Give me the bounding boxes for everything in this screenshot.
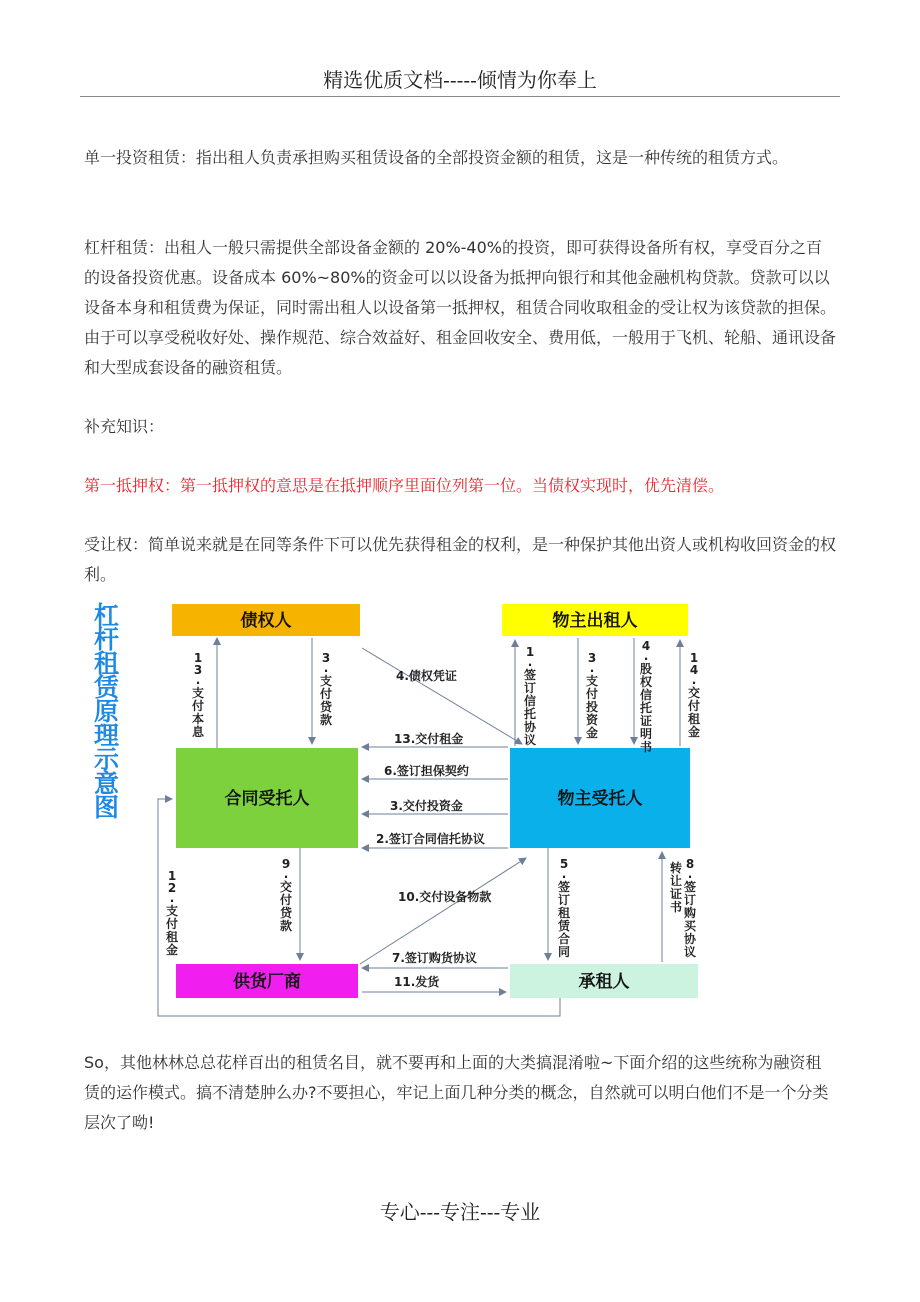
label-char: 协 [683, 932, 697, 946]
label-4-creditor-cert: 4.债权凭证 [396, 669, 457, 683]
label-char: 转 [669, 861, 683, 875]
paragraph-leveraged-lease: 杠杆租赁：出租人一般只需提供全部设备金额的 20%-40%的投资，即可获得设备所有权，享受百分之百的设备投资优惠。设备成本 60%~80%的资金可以以设备为抵押向银行和其他金融机构贷款。贷款可以以设备本身和租赁费为保证，同时需出租人以设备第一抵押权，租赁合同收取租金的受让权为该贷款的担保。由于可以享受税收好处、操作规范、综合效益好、租金回收安全、费用低，一般用于飞机、轮船、通讯设备和大型成套设备的融资租赁。 [84, 238, 837, 377]
label-char: . [643, 649, 649, 663]
label-char: 订 [683, 893, 697, 907]
page-footer: 专心---专注---专业 [379, 1200, 541, 1224]
label-char: 合 [557, 932, 571, 946]
label-char: 1 [167, 869, 177, 883]
title-char: 理 [94, 721, 120, 750]
label-char: 托 [639, 701, 653, 715]
label-char: 2 [167, 881, 177, 895]
label-char: 付 [165, 917, 179, 931]
label-char: . [561, 867, 567, 881]
paragraph-supplement-heading: 补充知识： [84, 417, 165, 436]
label-char: 付 [687, 699, 701, 713]
label-11-ship: 11.发货 [394, 975, 440, 989]
label-7-purchase: 7.签订购货协议 [392, 951, 477, 965]
label-2-contract: 2.签订合同信托协议 [376, 832, 485, 846]
label-13-principal [192, 651, 205, 739]
label-char: 证 [669, 887, 683, 901]
label-char: 租 [557, 906, 571, 920]
label-char: 权 [639, 675, 653, 689]
label-char: 支 [319, 674, 333, 688]
label-char: 订 [523, 681, 537, 695]
label-3-invest-v [586, 651, 599, 740]
box-contract-trustee-label: 合同受托人 [224, 789, 310, 809]
label-char: 让 [669, 874, 683, 888]
label-char: 4 [689, 663, 699, 677]
header-divider [80, 96, 840, 97]
label-char: 书 [669, 900, 683, 914]
arrow-10-payment [360, 858, 526, 964]
label-char: 证 [639, 714, 653, 728]
label-char: 息 [191, 725, 205, 739]
label-char: 1 [193, 651, 203, 665]
label-char: 协 [523, 720, 537, 734]
label-14-rent [688, 651, 701, 739]
label-char: 贷 [279, 906, 293, 920]
label-char: 8 [685, 857, 695, 871]
label-3-invest-h: 3.交付投资金 [390, 799, 463, 813]
label-5-lease [557, 857, 571, 959]
label-char: 签 [557, 880, 571, 894]
label-6-guarantee: 6.签订担保契约 [384, 764, 469, 778]
label-char: . [527, 655, 533, 669]
label-char: 托 [523, 707, 537, 721]
label-char: 4 [641, 639, 651, 653]
label-char: 租 [165, 930, 179, 944]
page-header: 精选优质文档-----倾情为你奉上 [323, 68, 597, 92]
label-char: 本 [191, 712, 205, 726]
label-char: 议 [523, 733, 537, 747]
box-supplier-label: 供货厂商 [233, 972, 301, 992]
paragraph-first-mortgage: 第一抵押权：第一抵押权的意思是在抵押顺序里面位列第一位。当债权实现时，优先清偿。 [84, 476, 725, 495]
label-char: 明 [639, 727, 653, 741]
label-10-payment: 10.交付设备物款 [398, 890, 492, 904]
label-8-transfer [670, 860, 682, 914]
label-char: 同 [557, 945, 571, 959]
label-char: 信 [523, 694, 537, 708]
label-char: 股 [639, 662, 653, 676]
paragraph-assignee-right: 受让权：简单说来就是在同等条件下可以优先获得租金的权利，是一种保护其他出资人或机构收回资金的权利。 [84, 535, 837, 584]
label-char: 9 [281, 857, 291, 871]
title-char: 示 [94, 745, 120, 774]
diagram-title [94, 601, 121, 822]
label-char: 贷 [319, 700, 333, 714]
label-char: . [323, 661, 329, 675]
label-char: . [195, 673, 201, 687]
label-char: 议 [683, 945, 697, 959]
label-char: 支 [585, 674, 599, 688]
title-char: 意 [94, 769, 120, 798]
title-char: 杠 [94, 601, 120, 630]
label-char: 款 [319, 713, 333, 727]
label-char: 买 [683, 919, 697, 933]
label-char: 5 [559, 857, 569, 871]
label-char: 投 [585, 700, 599, 714]
leveraged-lease-diagram [90, 596, 720, 1026]
label-char: 付 [319, 687, 333, 701]
label-char: 3 [321, 651, 331, 665]
label-char: 签 [683, 880, 697, 894]
label-char: 交 [279, 880, 293, 894]
label-char: . [589, 661, 595, 675]
label-char: . [687, 867, 693, 881]
arrow-4-creditor-cert [362, 648, 522, 744]
label-3-loan [320, 651, 333, 727]
label-char: 付 [279, 893, 293, 907]
label-char: 1 [689, 651, 699, 665]
label-4-equity [639, 639, 653, 754]
label-char: 赁 [557, 919, 571, 933]
label-char: 金 [585, 726, 599, 740]
box-lessee-label: 承租人 [578, 972, 630, 992]
label-char: 订 [557, 893, 571, 907]
label-char: 交 [687, 686, 701, 700]
label-char: 支 [191, 686, 205, 700]
label-char: 信 [639, 688, 653, 702]
label-8-purchase [683, 857, 697, 959]
paragraph-single-investment-lease: 单一投资租赁：指出租人负责承担购买租赁设备的全部投资金额的租赁，这是一种传统的租赁方式。 [84, 148, 789, 167]
label-char: 付 [585, 687, 599, 701]
box-owner-trustee-label: 物主受托人 [557, 789, 643, 809]
title-char: 原 [94, 697, 120, 726]
paragraph-so-summary: So，其他林林总总花样百出的租赁名目，就不要再和上面的大类搞混淆啦~下面介绍的这些统称为融资租赁的运作模式。搞不清楚肿么办?不要担心，牢记上面几种分类的概念，自然就可以明白他们不是一个分类层次了呦! [84, 1053, 829, 1132]
label-char: 资 [585, 713, 599, 727]
label-9-loan [280, 857, 293, 933]
label-char: 支 [165, 904, 179, 918]
label-char: . [169, 891, 175, 905]
title-char: 杆 [94, 625, 120, 654]
label-13-rent: 13.交付租金 [394, 732, 464, 746]
title-char: 赁 [94, 673, 120, 702]
label-char: 款 [279, 919, 293, 933]
label-12-rent [166, 869, 179, 957]
label-char: 3 [587, 651, 597, 665]
box-owner-lessor-label: 物主出租人 [552, 611, 638, 631]
label-char: 购 [683, 906, 697, 920]
label-char: 租 [687, 712, 701, 726]
label-char: . [691, 673, 697, 687]
label-char: 签 [523, 668, 537, 682]
label-char: . [283, 867, 289, 881]
box-creditor-label: 债权人 [240, 611, 292, 631]
title-char: 图 [94, 793, 120, 822]
label-char: 付 [191, 699, 205, 713]
title-char: 租 [94, 649, 120, 678]
label-1-trust [523, 645, 537, 747]
label-char: 3 [193, 663, 203, 677]
label-char: 1 [525, 645, 535, 659]
label-char: 金 [687, 725, 701, 739]
label-char: 金 [165, 943, 179, 957]
label-char: 书 [639, 740, 653, 754]
